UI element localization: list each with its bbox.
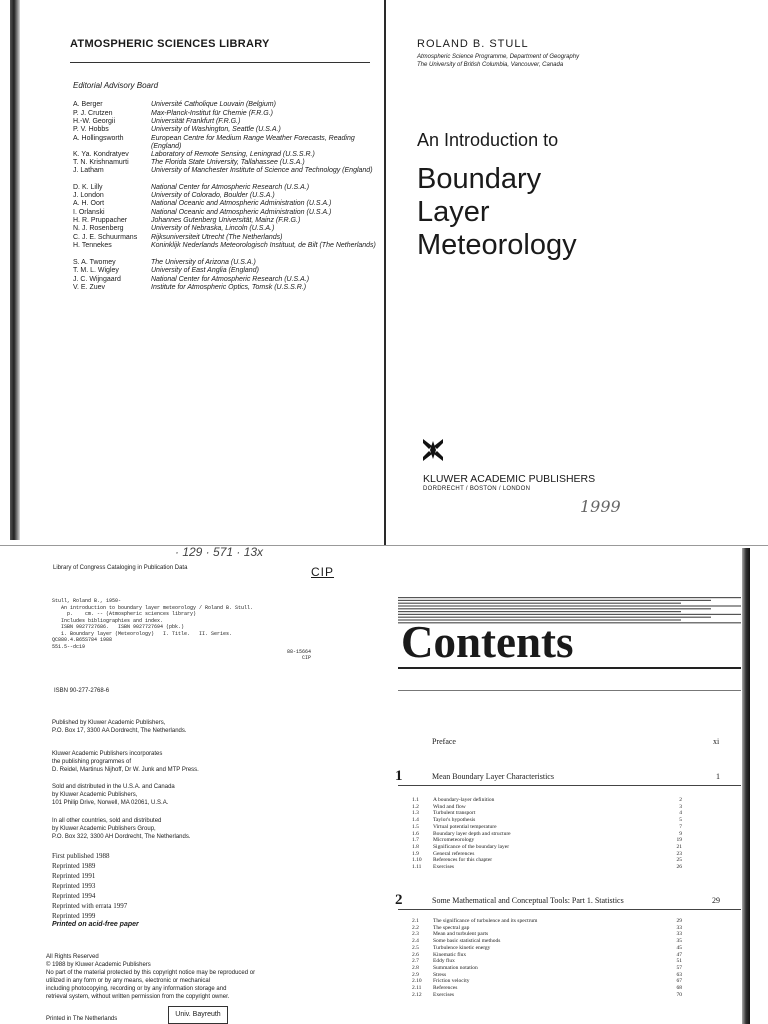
book-title-line: Layer <box>417 196 490 228</box>
catalog-line: An introduction to boundary layer meteorology / Roland B. Stull. <box>52 604 254 611</box>
board-member-name: D. K. Lilly <box>73 184 103 191</box>
stripe-line <box>398 600 711 601</box>
board-member-affiliation: University of Manchester Institute of Science and Technology (England) <box>151 167 373 174</box>
catalog-line: QC880.4.B65S784 1988 <box>52 637 113 643</box>
toc-section-page: 33 <box>676 924 682 931</box>
publisher-info-line: P.O. Box 17, 3300 AA Dordrecht, The Netherlands. <box>52 728 187 734</box>
rights-line: © 1988 by Kluwer Academic Publishers <box>46 962 151 968</box>
toc-section-page: 2 <box>679 797 682 803</box>
toc-section-page: 19 <box>676 837 682 844</box>
catalog-line: p. cm. -- (Atmospheric sciences library) <box>52 611 197 617</box>
board-member-name: A. H. Oort <box>73 200 105 207</box>
toc-section-title: Turbulent transport <box>433 810 476 817</box>
board-member-name: H. Tennekes <box>73 242 112 249</box>
book-title-line: Meteorology <box>417 229 577 261</box>
toc-section-page: 9 <box>679 830 682 837</box>
toc-section-title: Virtual potential temperature <box>433 823 497 830</box>
rights-line: No part of the material protected by this copyright notice may be reproduced or <box>46 970 256 976</box>
board-member-affiliation: European Centre for Medium Range Weather Forecasts, Reading (England) <box>151 135 355 150</box>
toc-section-title: Exercises <box>433 991 455 998</box>
board-member-name: T. M. L. Wigley <box>73 267 119 274</box>
board-member-name: V. E. Zuev <box>73 284 106 291</box>
preface-label: Preface <box>432 737 456 746</box>
toc-section-number: 1.8 <box>412 843 419 850</box>
toc-section-page: 7 <box>679 823 682 830</box>
board-member-affiliation: The Florida State University, Tallahassee (U.S.A.) <box>151 159 305 166</box>
toc-section-page: 21 <box>676 843 682 850</box>
catalog-line: ISBN 9027727686. ISBN 9027727694 (pbk.) <box>52 624 185 630</box>
publisher-info-block <box>52 817 352 841</box>
stripe-line <box>398 611 681 612</box>
catalog-line: Includes bibliographies and index. <box>52 617 164 624</box>
chapter-number: 1 <box>395 768 403 784</box>
publisher-info-line: Kluwer Academic Publishers incorporates <box>52 751 163 757</box>
board-member-affiliation: University of Colorado, Boulder (U.S.A.) <box>151 192 275 199</box>
toc-section-title: Kinematic flux <box>433 951 467 958</box>
board-member-name: A. Berger <box>73 101 103 108</box>
publisher-info-line: Sold and distributed in the U.S.A. and Canada <box>52 784 175 790</box>
contents-title: Contents <box>401 617 574 667</box>
title-intro: An Introduction to <box>417 130 559 150</box>
stripe-line <box>398 605 741 606</box>
stripe-line <box>398 608 711 609</box>
toc-section-title: The spectral gap <box>433 924 470 931</box>
toc-section-number: 1.11 <box>412 864 422 870</box>
toc-section-title: References <box>433 985 458 991</box>
board-member-affiliation: Rijksuniversiteit Utrecht (The Netherlands) <box>151 234 283 241</box>
rights-line: including photocopying, recording or by any information storage and <box>46 986 227 992</box>
catalog-code-line: CIP <box>302 655 312 661</box>
scan-edge-right <box>742 548 750 1024</box>
toc-section-page: 63 <box>676 971 682 978</box>
toc-section-page: 57 <box>676 964 682 971</box>
chapter-page: 29 <box>712 896 720 905</box>
toc-section-page: 29 <box>676 918 682 924</box>
toc-section-number: 1.4 <box>412 817 419 824</box>
publisher-name: KLUWER ACADEMIC PUBLISHERS <box>423 473 596 485</box>
board-member-affiliation: Institute for Atmospheric Optics, Tomsk (U.S.S.R.) <box>151 284 307 291</box>
toc-section-number: 2.11 <box>412 985 422 991</box>
toc-section-page: 5 <box>679 817 682 824</box>
board-member-name: S. A. Twomey <box>73 259 116 266</box>
board-member-name: C. J. E. Schuurmans <box>73 234 138 241</box>
printing-line: Reprinted 1999 <box>52 912 96 920</box>
publisher-info-line: D. Reidel, Martinus Nijhoff, Dr W. Junk and MTP Press. <box>52 767 199 773</box>
toc-section-number: 2.4 <box>412 938 419 945</box>
board-member-name: H.-W. Georgii <box>73 118 116 125</box>
toc-section-title: Micrometeorology <box>433 837 475 844</box>
board-member-affiliation: National Center for Atmospheric Research (U.S.A.) <box>151 276 310 283</box>
board-member-affiliation: National Oceanic and Atmospheric Administration (U.S.A.) <box>151 209 332 216</box>
chapter-rule <box>398 909 741 910</box>
publisher-info-line: by Kluwer Academic Publishers, <box>52 792 138 798</box>
toc-section-title: Turbulence kinetic energy <box>433 944 491 951</box>
toc-section-page: 68 <box>676 985 682 991</box>
stripe-line <box>398 597 741 598</box>
publisher-info-line: In all other countries, sold and distributed <box>52 818 162 824</box>
publisher-info-block <box>52 783 352 807</box>
toc-section-number: 1.1 <box>412 797 419 803</box>
board-member-affiliation: University of Washington, Seattle (U.S.A.) <box>151 126 281 133</box>
toc-section-title: Some basic statistical methods <box>433 938 501 945</box>
toc-section-number: 2.6 <box>412 951 419 958</box>
toc-section-title: The significance of turbulence and its spectrum <box>433 918 538 924</box>
board-member-affiliation: University of Nebraska, Lincoln (U.S.A.) <box>151 225 275 232</box>
toc-section-title: Summation notation <box>433 964 478 971</box>
toc-section-title: Mean and turbulent parts <box>433 931 489 938</box>
publisher-cities: DORDRECHT / BOSTON / LONDON <box>423 486 531 492</box>
publisher-info-block <box>52 750 352 774</box>
printed-in: Printed in The Netherlands <box>46 1016 118 1022</box>
book-title-line: Boundary <box>417 163 542 195</box>
catalog-line: 551.5--dc19 <box>52 643 86 650</box>
board-member-name: K. Ya. Kondratyev <box>73 151 129 158</box>
toc-section-number: 1.7 <box>412 837 419 844</box>
board-member-affiliation: Universität Frankfurt (F.R.G.) <box>151 118 241 125</box>
toc-section-page: 70 <box>676 991 682 998</box>
publisher-info-line: by Kluwer Academic Publishers Group, <box>52 826 156 832</box>
toc-section-page: 33 <box>676 931 682 938</box>
author-affiliation <box>417 53 579 69</box>
toc-section-page: 45 <box>676 944 682 951</box>
printing-line: Reprinted 1994 <box>52 892 96 900</box>
contents-rule <box>398 667 741 669</box>
board-heading: Editorial Advisory Board <box>73 81 159 90</box>
toc-section-title: Wind and flow <box>433 803 466 810</box>
toc-section-title: Exercises <box>433 864 455 870</box>
board-member-name: J. Latham <box>73 167 104 174</box>
rights-line: All Rights Reserved <box>46 954 99 960</box>
printing-line: Reprinted with errata 1997 <box>52 902 128 910</box>
board-member-affiliation: The University of Arizona (U.S.A.) <box>151 259 256 266</box>
toc-section-number: 2.7 <box>412 958 419 965</box>
toc-section-number: 2.10 <box>412 978 422 985</box>
toc-section-number: 2.1 <box>412 918 419 924</box>
toc-section-page: 4 <box>679 810 682 817</box>
toc-section-number: 1.3 <box>412 810 419 817</box>
catalog-line: 1. Boundary layer (Meteorology) I. Title. II. Series. <box>52 630 233 637</box>
board-member-affiliation: Koninklijk Nederlands Meteorologisch Instituut, de Bilt (The Netherlands) <box>151 242 376 249</box>
chapter-rule <box>398 785 741 786</box>
catalog-code <box>287 649 311 661</box>
toc-section-title: General references <box>433 850 475 857</box>
printing-line: Reprinted 1989 <box>52 862 96 870</box>
publisher-info-line: P.O. Box 322, 3300 AH Dordrecht, The Netherlands. <box>52 834 191 840</box>
toc-section-page: 47 <box>676 951 682 958</box>
chapter-number: 2 <box>395 892 403 908</box>
board-member-name: A. Hollingsworth <box>73 135 124 142</box>
loc-heading: Library of Congress Cataloging in Publication Data <box>53 565 188 571</box>
toc-section-number: 1.10 <box>412 857 422 864</box>
toc-section-title: Eddy flux <box>433 958 455 965</box>
toc-section-page: 3 <box>679 803 682 810</box>
chapter-title: Mean Boundary Layer Characteristics <box>432 772 554 781</box>
series-rule <box>70 62 370 63</box>
rights-notice <box>46 953 346 1001</box>
scan-edge-left <box>10 0 20 540</box>
toc-section-title: Significance of the boundary layer <box>433 843 510 850</box>
toc-section-number: 2.9 <box>412 971 419 978</box>
stripe-line <box>398 614 741 615</box>
printing-line: First published 1988 <box>52 852 110 860</box>
board-member-affiliation: Laboratory of Remote Sensing, Leningrad (U.S.S.R.) <box>151 151 315 158</box>
board-member-affiliation: Johannes Gutenberg Universität, Mainz (F.R.G.) <box>151 217 301 224</box>
toc-section-page: 26 <box>676 864 682 870</box>
toc-section-number: 1.9 <box>412 850 419 857</box>
toc-section-number: 1.5 <box>412 823 419 830</box>
toc-section-number: 2.8 <box>412 964 419 971</box>
toc-section-title: Taylor's hypothesis <box>433 817 476 824</box>
board-member-name: J. London <box>73 192 104 199</box>
author-affiliation-line: Atmospheric Science Programme, Department of Geography <box>417 54 580 60</box>
toc-section-number: 2.12 <box>412 991 422 998</box>
toc-section-title: References for this chapter <box>433 857 493 864</box>
author-affiliation-line: The University of British Columbia, Vancouver, Canada <box>417 62 564 68</box>
preface-page: xi <box>713 737 720 746</box>
board-member-name: P. V. Hobbs <box>73 126 109 133</box>
board-member-name: P. J. Crutzen <box>73 110 113 117</box>
catalog-code-line: 88-15664 <box>287 649 312 655</box>
toc-section-title: Stress <box>433 971 447 978</box>
board-member-name: H. R. Pruppacher <box>73 217 128 224</box>
chapter-title: Some Mathematical and Conceptual Tools: Part 1. Statistics <box>432 896 624 905</box>
board-member-affiliation: University of East Anglia (England) <box>151 267 259 274</box>
cip-mark: CIP <box>311 565 335 579</box>
toc-section-number: 1.2 <box>412 803 419 810</box>
board-member-name: I. Orlanski <box>73 209 105 216</box>
board-member-affiliation: Max-Planck-Institut für Chemie (F.R.G.) <box>151 110 274 117</box>
board-member-name: N. J. Rosenberg <box>73 225 124 232</box>
contents-rule <box>398 690 741 691</box>
printing-line: Reprinted 1991 <box>52 872 96 880</box>
toc-section-page: 51 <box>676 958 682 965</box>
toc-section-number: 2.3 <box>412 931 419 938</box>
publisher-info-line: 101 Philip Drive, Norwell, MA 02061, U.S.A. <box>52 800 169 806</box>
toc-section-page: 67 <box>676 978 682 985</box>
board-member-affiliation: National Oceanic and Atmospheric Administration (U.S.A.) <box>151 200 332 207</box>
board-member-affiliation: National Center for Atmospheric Research (U.S.A.) <box>151 184 310 191</box>
page-divider-vertical <box>384 0 386 545</box>
printing-line: Reprinted 1993 <box>52 882 96 890</box>
toc-section-number: 2.5 <box>412 944 419 951</box>
publisher-info-block <box>52 719 352 735</box>
chapter-page: 1 <box>716 772 720 781</box>
toc-section-page: 35 <box>676 938 682 945</box>
publisher-info-line: the publishing programmes of <box>52 759 132 765</box>
isbn: ISBN 90-277-2768-6 <box>54 688 110 694</box>
series-title: ATMOSPHERIC SCIENCES LIBRARY <box>70 38 270 50</box>
catalog-line: Stull, Roland B., 1950- <box>52 598 122 604</box>
toc-section-page: 25 <box>676 857 682 864</box>
board-member-name: J. C. Wijngaard <box>73 276 121 283</box>
board-member-name: T. N. Krishnamurti <box>73 159 129 166</box>
publisher-info-line: Published by Kluwer Academic Publishers, <box>52 720 166 726</box>
toc-section-title: Friction velocity <box>433 978 470 985</box>
toc-section-number: 2.2 <box>412 924 419 931</box>
handwritten-call-number: · 129 · 571 · 13x <box>175 545 264 559</box>
toc-section-title: A boundary-layer definition <box>433 797 495 803</box>
toc-section-title: Boundary layer depth and structure <box>433 830 511 837</box>
rights-line: utilized in any form or by any means, electronic or mechanical <box>46 978 211 984</box>
board-member-affiliation: Université Catholique Louvain (Belgium) <box>151 101 276 108</box>
toc-section-page: 23 <box>676 850 682 857</box>
toc-section-number: 1.6 <box>412 830 419 837</box>
page-divider-horizontal <box>0 545 768 546</box>
rights-line: retrieval system, without written permission from the copyright owner. <box>46 994 230 1000</box>
acid-free-note: Printed on acid-free paper <box>52 921 139 928</box>
handwritten-year: 1999 <box>580 497 621 516</box>
library-stamp: Univ. Bayreuth <box>168 1006 228 1024</box>
author-name: ROLAND B. STULL <box>417 38 529 50</box>
stripe-line <box>398 603 681 604</box>
publisher-logo-icon <box>421 437 445 463</box>
